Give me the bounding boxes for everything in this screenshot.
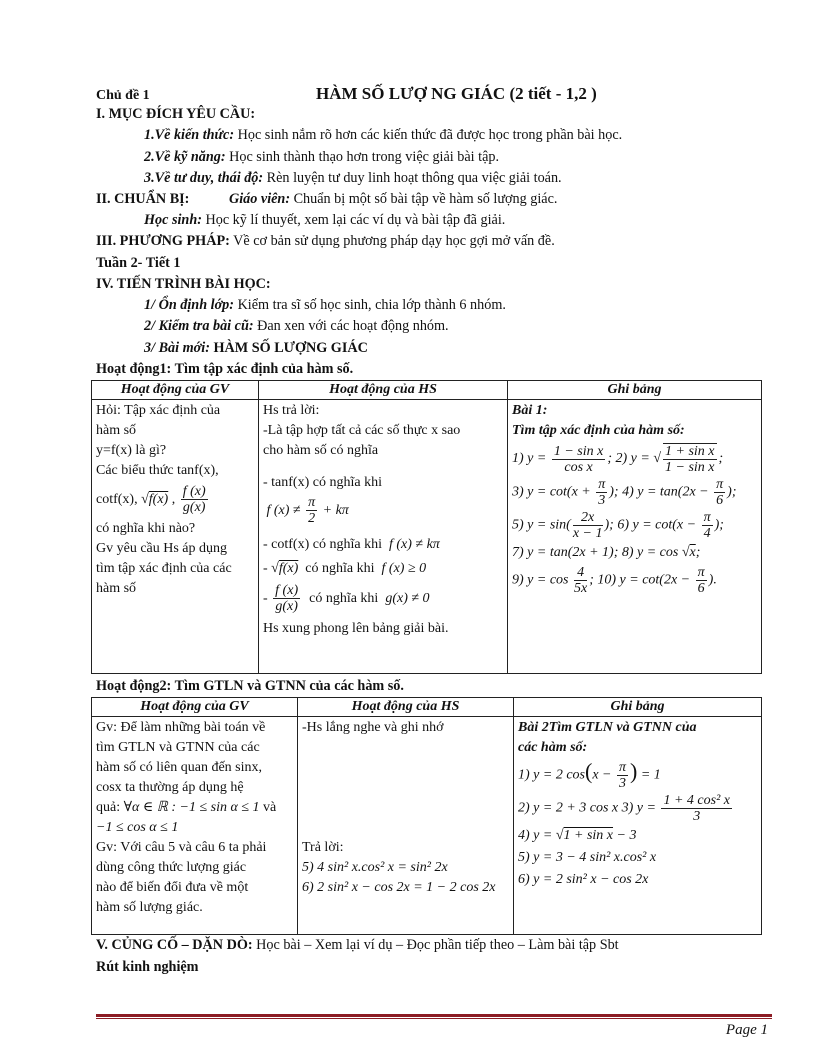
goal-knowledge-label: 1.Về kiến thức: xyxy=(144,127,235,143)
step-new-lesson-text: HÀM SỐ LƯỢNG GIÁC xyxy=(209,340,368,356)
gv-line: tìm tập xác định của các xyxy=(96,561,232,576)
step-new-lesson-label: 3/ Bài mới: xyxy=(144,340,210,356)
teacher-text: Chuẩn bị một số bài tập về hàm số lượng giác. xyxy=(290,191,558,207)
hs-line-sqrt: - √f(x) có nghĩa khi f (x) ≥ 0 xyxy=(263,561,427,576)
board-cell xyxy=(508,400,762,674)
gv-line: hàm số lượng giác. xyxy=(96,900,203,915)
col-header-hs: Hoạt động của HS xyxy=(259,381,508,400)
goal-knowledge xyxy=(144,126,622,144)
gv-cell xyxy=(92,717,298,935)
exercise-2-5: 5) y = 3 − 4 sin² x.cos² x xyxy=(518,850,657,865)
tan-condition: f (x) ≠ $\frac{\pi}{2}$ + kπ xyxy=(263,495,349,527)
footer-divider xyxy=(96,1014,772,1017)
identity-6: 6) 2 sin² x − cos 2x = 1 − 2 cos 2x xyxy=(302,880,496,895)
board-title: Bài 2Tìm GTLN và GTNN của xyxy=(518,720,697,735)
topic-label: Chủ đề 1 xyxy=(96,88,150,103)
section-5 xyxy=(96,936,619,954)
exercise-5-6: 5) y = sin( $\frac{2x}{x - 1}$ ); 6) y = cot(x − $\frac{\pi}{4}$ ); xyxy=(512,510,724,541)
section-2-heading: II. CHUẨN BỊ: xyxy=(96,191,190,207)
goal-attitude xyxy=(144,169,562,187)
gv-line: cosx ta thường áp dụng hệ xyxy=(96,780,244,795)
cos-bound: −1 ≤ cos α ≤ 1 xyxy=(96,820,179,835)
goal-skill-text: Học sinh thành thạo hơn trong việc giải bài tập. xyxy=(225,149,500,165)
exercise-3-4: 3) y = cot(x + $\frac{\pi}{3}$ ); 4) y = tan(2x − $\frac{\pi}{6}$ ); xyxy=(512,477,737,508)
frac-fx-gx: $\frac{f (x)}{g(x)}$ xyxy=(182,484,206,516)
section-5-heading: V. CỦNG CỐ – DẶN DÒ: xyxy=(96,937,253,953)
col-header-gv: Hoạt động của GV xyxy=(92,698,298,717)
hs-line-cot-text: - cotf(x) có nghĩa khi xyxy=(263,537,382,552)
title-row xyxy=(96,84,736,106)
exercise-2-4: 4) y = √1 + sin x − 3 xyxy=(518,828,637,843)
gv-line: hàm số xyxy=(96,423,137,438)
gv-line: Gv: Với câu 5 và câu 6 ta phải xyxy=(96,840,267,855)
hs-line: -Là tập hợp tất cả các số thực x sao xyxy=(263,423,461,438)
col-header-hs: Hoạt động của HS xyxy=(298,698,514,717)
section-4-heading: IV. TIẾN TRÌNH BÀI HỌC: xyxy=(96,276,271,292)
footer-divider-thin xyxy=(96,1018,772,1019)
col-header-board: Ghi bảng xyxy=(514,698,762,717)
goal-attitude-label: 3.Về tư duy, thái độ: xyxy=(144,170,264,186)
hs-cell xyxy=(259,400,508,674)
col-header-gv: Hoạt động của GV xyxy=(92,381,259,400)
step-stabilize-text: Kiểm tra sĩ số học sinh, chia lớp thành 6 nhóm. xyxy=(234,297,506,313)
step-check-label: 2/ Kiểm tra bài cũ: xyxy=(144,318,254,334)
gv-line: Gv yêu cầu Hs áp dụng xyxy=(96,541,228,556)
hs-line: - tanf(x) có nghĩa khi xyxy=(263,475,382,490)
activity-1-heading: Hoạt động1: Tìm tập xác định của hàm số. xyxy=(96,361,354,377)
step-check xyxy=(144,317,449,335)
section-3-text: Về cơ bản sử dụng phương pháp dạy học gợi mở vấn đề. xyxy=(229,233,555,249)
page-number: Page 1 xyxy=(725,1022,768,1038)
hs-line-frac-text: có nghĩa khi xyxy=(309,591,379,606)
gv-line-consequence: quả: ∀α ∈ ℝ : −1 ≤ sin α ≤ 1 và xyxy=(96,800,277,815)
board-subtitle: các hàm số: xyxy=(518,740,588,755)
goal-skill-label: 2.Về kỹ năng: xyxy=(144,149,226,165)
gv-line: Gv: Để làm những bài toán về xyxy=(96,720,266,735)
activity-2-heading: Hoạt động2: Tìm GTLN và GTNN của các hàm số. xyxy=(96,678,404,694)
section-1-heading: I. MỤC ĐÍCH YÊU CẦU: xyxy=(96,106,256,122)
section-3-heading: III. PHƯƠNG PHÁP: xyxy=(96,233,230,249)
gv-line: Hỏi: Tập xác định của xyxy=(96,403,221,418)
gv-line: hàm số xyxy=(96,581,137,596)
activity-2-table xyxy=(91,697,762,935)
step-stabilize xyxy=(144,296,506,314)
gv-line: y=f(x) là gì? xyxy=(96,443,167,458)
hs-line: -Hs lắng nghe và ghi nhớ xyxy=(302,720,444,735)
gv-line: tìm GTLN và GTNN của các xyxy=(96,740,260,755)
gv-line: hàm số có liên quan đến sinx, xyxy=(96,760,263,775)
gv-line: có nghĩa khi nào? xyxy=(96,521,196,536)
student-label: Học sinh: xyxy=(144,212,202,228)
teacher-label: Giáo viên: xyxy=(228,191,291,207)
student-prep xyxy=(144,211,505,229)
exercise-9-10: 9) y = cos $\frac{4}{5x}$ ; 10) y = cot(2x − $\frac{\pi}{6}$ ). xyxy=(512,565,717,596)
hs-line: cho hàm số có nghĩa xyxy=(263,443,379,458)
gv-line-cot: cotf(x), √f(x) , $\frac{f (x)}{g(x)}$ xyxy=(96,484,206,516)
exercise-2-6: 6) y = 2 sin² x − cos 2x xyxy=(518,872,649,887)
experience-label: Rút kinh nghiệm xyxy=(96,959,199,975)
section-3 xyxy=(96,232,555,250)
gv-line-cot-text: cotf(x), xyxy=(96,492,138,507)
step-check-text: Đan xen với các hoạt động nhóm. xyxy=(253,318,449,334)
section-2 xyxy=(96,190,557,208)
hs-cell xyxy=(298,717,514,935)
board-cell xyxy=(514,717,762,935)
section-5-text: Học bài – Xem lại ví dụ – Đọc phần tiếp theo – Làm bài tập Sbt xyxy=(252,937,619,953)
board-subtitle: Tìm tập xác định của hàm số: xyxy=(512,423,685,438)
exercise-2-1: 1) y = 2 cos(x − $\frac{\pi}{3}$ ) = 1 xyxy=(518,758,661,791)
exercise-7-8: 7) y = tan(2x + 1); 8) y = cos √x; xyxy=(512,545,701,560)
activity-1-table xyxy=(91,380,762,674)
page-title: HÀM SỐ LƯỢ NG GIÁC (2 tiết - 1,2 ) xyxy=(316,84,597,103)
exercise-1-2: 1) y = $\frac{\text{1 − sin x}}{\text{cos x}}$ ; 2) y = √ $\frac{\text{1 + sin x}}{\text{1 − sin x}}$ ; xyxy=(512,443,724,475)
col-header-board: Ghi bảng xyxy=(508,381,762,400)
student-text: Học kỹ lí thuyết, xem lại các ví dụ và bài tập đã giải. xyxy=(201,212,506,228)
gv-line-consequence-text: quả: xyxy=(96,800,121,815)
hs-line: Hs trả lời: xyxy=(263,403,320,418)
identity-5: 5) 4 sin² x.cos² x = sin² 2x xyxy=(302,860,448,875)
hs-line: Hs xung phong lên bảng giải bài. xyxy=(263,621,449,636)
week-label: Tuần 2- Tiết 1 xyxy=(96,255,181,271)
gv-cell xyxy=(92,400,259,674)
sqrt-fx: √f(x) xyxy=(141,492,169,507)
step-new-lesson xyxy=(144,339,368,357)
gv-line: nào để biến đổi đưa về một xyxy=(96,880,249,895)
hs-line-frac: - $\frac{f (x)}{g(x)}$ có nghĩa khi g(x) ≠ 0 xyxy=(263,583,430,615)
goal-attitude-text: Rèn luyện tư duy linh hoạt thông qua việc giải toán. xyxy=(263,170,562,186)
gv-line: dùng công thức lượng giác xyxy=(96,860,247,875)
goal-skill xyxy=(144,148,499,166)
board-title: Bài 1: xyxy=(512,403,548,418)
exercise-2-2-3: 2) y = 2 + 3 cos x 3) y = $\frac{\text{1 + 4 cos² x}}{3}$ xyxy=(518,793,731,824)
goal-knowledge-text: Học sinh nắm rõ hơn các kiến thức đã được học trong phần bài học. xyxy=(234,127,623,143)
step-stabilize-label: 1/ Ổn định lớp: xyxy=(144,297,235,313)
hs-line-cot: - cotf(x) có nghĩa khi f (x) ≠ kπ xyxy=(263,537,440,552)
hs-line: Trả lời: xyxy=(302,840,344,855)
gv-line: Các biểu thức tanf(x), xyxy=(96,463,219,478)
hs-line-sqrt-text: có nghĩa khi xyxy=(305,561,375,576)
